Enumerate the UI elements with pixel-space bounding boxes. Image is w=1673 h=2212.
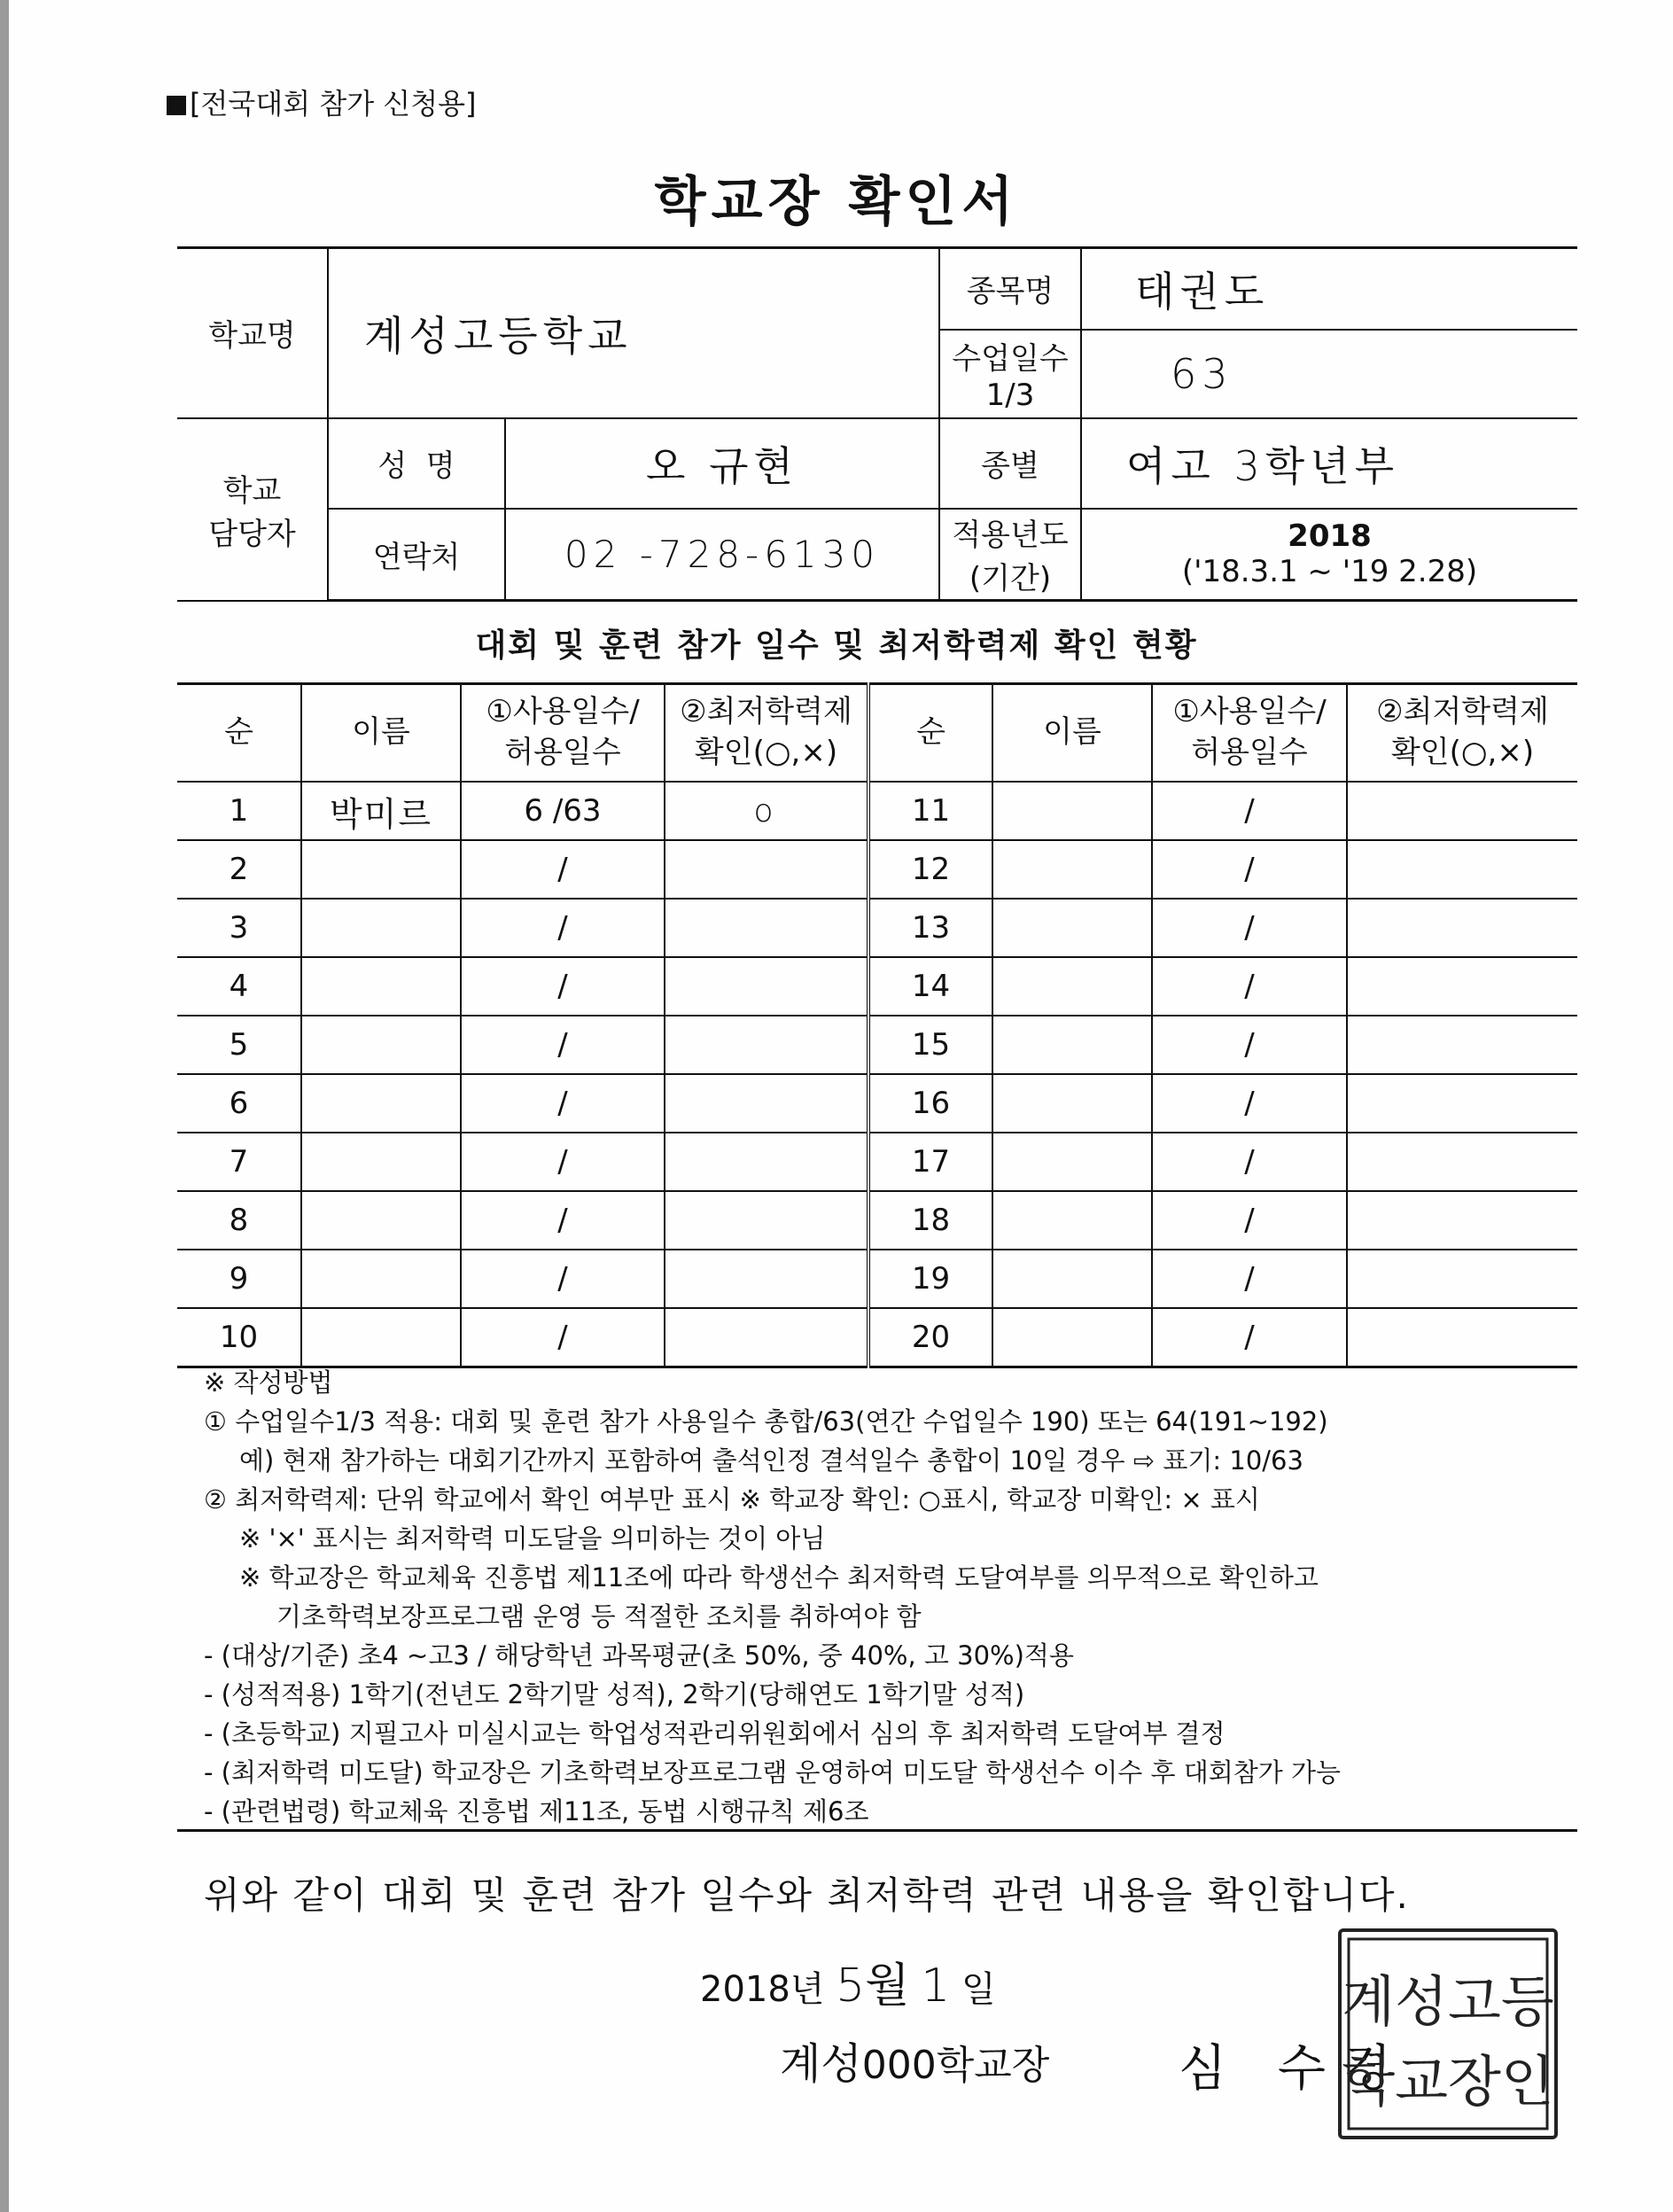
signer-title: 000학교장 (861, 2043, 1050, 2088)
signer-school-handwritten: 계성 (780, 2039, 862, 2089)
row-days: / (461, 1016, 665, 1074)
row-no-right: 17 (868, 1133, 992, 1191)
row-name (301, 840, 461, 899)
name-value: 오 규현 (505, 418, 939, 509)
header-note-text: [전국대회 참가 신청용] (190, 87, 477, 121)
row-min (665, 1191, 868, 1250)
confirm-statement: 위와 같이 대회 및 훈련 참가 일수와 최저학력 관련 내용을 확인합니다. (204, 1873, 1410, 1917)
info-table (177, 246, 1577, 602)
table-row (177, 1074, 1577, 1133)
row-min-right (1347, 1074, 1577, 1133)
category-label: 종별 (939, 418, 1081, 509)
table-row (177, 1250, 1577, 1308)
bullet-2: - (성적적용) 1학기(전년도 2학기말 성적), 2학기(당해연도 1학기말 성적) (204, 1679, 1025, 1710)
table-row (177, 782, 1577, 840)
date-line (700, 1948, 996, 2014)
row-min-right (1347, 1016, 1577, 1074)
days-label-line1: 수업일수 (952, 341, 1069, 377)
header-days-right-line1: ①사용일수/ (1172, 694, 1327, 730)
row-days: / (461, 1133, 665, 1191)
row-min-right (1347, 840, 1577, 899)
header-min-right-line1: ②최저학력제 (1376, 694, 1549, 730)
row-min (665, 1308, 868, 1367)
row-name (301, 1308, 461, 1367)
row-days: / (461, 1308, 665, 1367)
year-value-line1: 2018 (1288, 518, 1372, 555)
header-min-line1: ②최저학력제 (680, 694, 852, 730)
row-no-right: 13 (868, 899, 992, 957)
note-3: ※ '×' 표시는 최저학력 미도달을 의미하는 것이 아님 (239, 1523, 826, 1554)
seal-graphic (1342, 1932, 1554, 2136)
row-name (301, 1133, 461, 1191)
square-bullet-icon (167, 96, 186, 115)
note-4b: 기초학력보장프로그램 운영 등 적절한 조치를 취하여야 함 (276, 1601, 922, 1632)
row-days-right: / (1152, 840, 1347, 899)
row-days: 6 /63 (461, 782, 665, 840)
row-min-right (1347, 1250, 1577, 1308)
document-title: 학교장 확인서 (654, 171, 1019, 233)
contact-label: 연락처 (328, 509, 505, 601)
header-days-line1: ①사용일수/ (486, 694, 640, 730)
header-days-right-line2: 허용일수 (1191, 735, 1308, 770)
row-name-right (992, 1016, 1152, 1074)
table-row (177, 957, 1577, 1016)
bullet-3: - (초등학교) 지필고사 미실시교는 학업성적관리위원회에서 심의 후 최저학력 도달여부 결정 (204, 1718, 1226, 1749)
year-value (1081, 509, 1577, 601)
row-no: 2 (177, 840, 301, 899)
row-name (301, 957, 461, 1016)
manager-label (177, 418, 328, 601)
header-days-right (1152, 684, 1347, 783)
table-row (177, 899, 1577, 957)
row-min: o (665, 782, 868, 840)
row-min (665, 1074, 868, 1133)
date-day-suffix: 일 (961, 1969, 996, 2010)
header-no-right: 순 (868, 684, 992, 783)
header-min-line2: 확인(○,×) (694, 735, 838, 770)
seal-line2: 학교장인 (1342, 2049, 1554, 2114)
header-days-line2: 허용일수 (504, 735, 621, 770)
header-days (461, 684, 665, 783)
header-min (665, 684, 868, 783)
manager-label-line1: 학교 (222, 472, 282, 509)
note-4a: ※ 학교장은 학교체육 진흥법 제11조에 따라 학생선수 최저학력 도달여부를 의무적으로 확인하고 (239, 1562, 1319, 1593)
row-name-right (992, 1308, 1152, 1367)
header-no: 순 (177, 684, 301, 783)
row-min (665, 1250, 868, 1308)
row-name-right (992, 782, 1152, 840)
row-days: / (461, 1074, 665, 1133)
row-days-right: / (1152, 1016, 1347, 1074)
event-label: 종목명 (939, 248, 1081, 330)
date-year: 2018년 (700, 1969, 825, 2010)
row-days-right: / (1152, 1308, 1347, 1367)
year-label-line1: 적용년도 (952, 518, 1069, 554)
table-subtitle: 대회 및 훈련 참가 일수 및 최저학력제 확인 현황 (475, 627, 1198, 664)
row-no: 4 (177, 957, 301, 1016)
row-min (665, 899, 868, 957)
row-name: 박미르 (301, 782, 461, 840)
row-days-right: / (1152, 1133, 1347, 1191)
row-days-right: / (1152, 957, 1347, 1016)
year-label-line2: (기간) (969, 561, 1052, 597)
row-name-right (992, 1074, 1152, 1133)
row-min (665, 1016, 868, 1074)
row-min-right (1347, 1133, 1577, 1191)
row-no: 6 (177, 1074, 301, 1133)
row-min-right (1347, 782, 1577, 840)
signer-name: 심 수경 (1179, 2040, 1410, 2098)
school-value: 계성고등학교 (328, 248, 939, 418)
row-no-right: 15 (868, 1016, 992, 1074)
row-min (665, 957, 868, 1016)
table-row (177, 1308, 1577, 1367)
table-row (177, 1133, 1577, 1191)
year-label (939, 509, 1081, 601)
contact-value: 02 -728-6130 (505, 509, 939, 601)
note-1a: ① 수업일수1/3 적용: 대회 및 훈련 참가 사용일수 총합/63(연간 수업일수 190) 또는 64(191~192) (204, 1406, 1328, 1437)
row-no: 3 (177, 899, 301, 957)
row-no-right: 19 (868, 1250, 992, 1308)
row-days-right: / (1152, 1191, 1347, 1250)
row-min (665, 840, 868, 899)
row-min-right (1347, 899, 1577, 957)
row-no-right: 14 (868, 957, 992, 1016)
row-min-right (1347, 1308, 1577, 1367)
row-days-right: / (1152, 1074, 1347, 1133)
row-name (301, 899, 461, 957)
days-label-line2: 1/3 (985, 378, 1035, 413)
row-min-right (1347, 957, 1577, 1016)
row-no: 1 (177, 782, 301, 840)
table-row (177, 840, 1577, 899)
row-no: 5 (177, 1016, 301, 1074)
bullet-5: - (관련법령) 학교체육 진흥법 제11조, 동법 시행규칙 제6조 (204, 1796, 869, 1826)
row-no-right: 18 (868, 1191, 992, 1250)
row-name (301, 1191, 461, 1250)
row-days-right: / (1152, 899, 1347, 957)
bullet-1: - (대상/기준) 초4 ~고3 / 해당학년 과목평균(초 50%, 중 40%, 고 30%)적용 (204, 1640, 1074, 1671)
note-2: ② 최저학력제: 단위 학교에서 확인 여부만 표시 ※ 학교장 확인: ○표시, 학교장 미확인: × 표시 (204, 1484, 1260, 1515)
header-name: 이름 (301, 684, 461, 783)
school-seal (1338, 1928, 1558, 2139)
row-days: / (461, 1191, 665, 1250)
instructions (204, 1363, 1586, 1831)
row-days: / (461, 899, 665, 957)
year-value-line2: ('18.3.1 ~ '19 2.28) (1181, 554, 1478, 590)
manager-label-line2: 담당자 (208, 516, 296, 552)
row-no-right: 20 (868, 1308, 992, 1367)
row-no: 9 (177, 1250, 301, 1308)
header-min-right (1347, 684, 1577, 783)
row-min (665, 1133, 868, 1191)
row-no: 7 (177, 1133, 301, 1191)
row-no-right: 16 (868, 1074, 992, 1133)
row-no: 10 (177, 1308, 301, 1367)
days-value: 63 (1081, 330, 1577, 418)
row-min-right (1347, 1191, 1577, 1250)
date-month: 5월 (836, 1959, 910, 2013)
row-days: / (461, 1250, 665, 1308)
row-name-right (992, 1191, 1152, 1250)
row-name-right (992, 957, 1152, 1016)
name-label: 성 명 (328, 418, 505, 509)
row-days: / (461, 957, 665, 1016)
row-days: / (461, 840, 665, 899)
row-name-right (992, 1133, 1152, 1191)
row-name-right (992, 899, 1152, 957)
school-label: 학교명 (177, 248, 328, 418)
header-note (167, 82, 477, 122)
days-label (939, 330, 1081, 418)
row-name-right (992, 1250, 1152, 1308)
row-no-right: 11 (868, 782, 992, 840)
note-1b: 예) 현재 참가하는 대회기간까지 포함하여 출석인정 결석일수 총합이 10일 경우 ⇨ 표기: 10/63 (239, 1445, 1303, 1476)
row-no: 8 (177, 1191, 301, 1250)
instructions-heading: ※ 작성방법 (204, 1367, 333, 1398)
participation-table (177, 682, 1577, 1368)
row-no-right: 12 (868, 840, 992, 899)
divider-line (177, 1829, 1577, 1832)
category-value: 여고 3학년부 (1081, 418, 1577, 509)
header-name-right: 이름 (992, 684, 1152, 783)
row-name (301, 1016, 461, 1074)
row-name-right (992, 840, 1152, 899)
seal-line1: 계성고등 (1342, 1969, 1554, 2034)
event-value: 태권도 (1081, 248, 1577, 330)
row-name (301, 1074, 461, 1133)
table-row (177, 1016, 1577, 1074)
row-days-right: / (1152, 782, 1347, 840)
signer-line (780, 2029, 1049, 2091)
row-name (301, 1250, 461, 1308)
bullet-4: - (최저학력 미도달) 학교장은 기초학력보장프로그램 운영하여 미도달 학생선수 이수 후 대회참가 가능 (204, 1757, 1342, 1788)
date-day: 1 (921, 1959, 951, 2013)
table-row (177, 1191, 1577, 1250)
scan-edge (0, 0, 9, 2212)
header-min-right-line2: 확인(○,×) (1390, 735, 1535, 770)
row-days-right: / (1152, 1250, 1347, 1308)
